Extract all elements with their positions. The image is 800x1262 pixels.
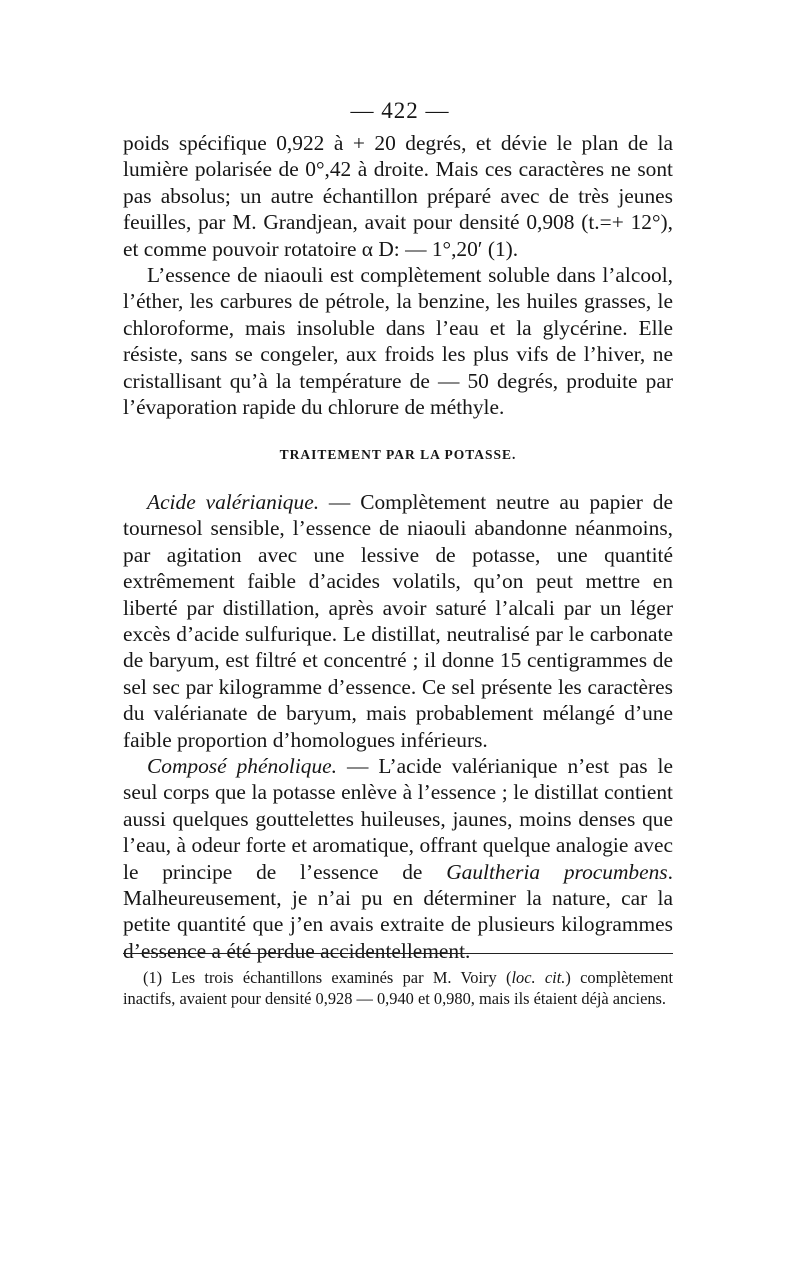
paragraph-text: L’essence de niaouli est complètement soluble dans l’alcool, l’éther, les carbures de pétrole, la benzine, les huiles grasses, le chloroforme, mais insoluble dans l’eau et la glycérine. Elle résiste, sans se congeler, aux froids les plus vifs de l’hiver, ne cristallisant qu’à la température de — 50 degrés, produite par l’évaporation rapide du chlorure de méthyle. <box>123 263 673 420</box>
main-text <box>123 130 673 964</box>
paragraph-solubility <box>123 262 673 420</box>
footnote-citation: loc. cit. <box>511 968 566 987</box>
section-heading: TRAITEMENT PAR LA POTASSE. <box>279 447 517 463</box>
paragraph-phenolic-compound <box>123 753 673 964</box>
paragraph-text: . Malheureusement, je n’ai pu en déterminer la nature, car la petite quantité que j’en avais extraite de plusieurs kilogrammes d’essence a été perdue accidentellement. <box>123 859 673 963</box>
footnotes <box>123 967 673 1009</box>
paragraph-valerianic-acid <box>123 489 673 753</box>
paragraph-text: poids spécifique 0,922 à + 20 degrés, et dévie le plan de la lumière polarisée de 0°,42 à droite. Mais ces caractères ne sont pas absolus; un autre échantillon préparé avec de très jeunes feuilles, par M. Grandjean, avait pour densité 0,908 (t.=+ 12°), et comme pouvoir rotatoire α D: — 1°,20′ (1). <box>123 131 673 261</box>
paragraph-continuation <box>123 130 673 262</box>
species-name: Gaultheria procumbens <box>446 859 668 884</box>
paragraph-lead-title: Acide valérianique. <box>147 489 320 514</box>
footnote-1 <box>123 967 673 1009</box>
footnote-text: ) complètement inactifs, avaient pour densité 0,928 — 0,940 et 0,980, mais ils étaient déjà anciens. <box>123 968 673 1008</box>
paragraph-lead-title: Composé phénolique. <box>147 753 338 778</box>
paragraph-text: — Complètement neutre au papier de tournesol sensible, l’essence de niaouli abandonne néanmoins, par agitation avec une lessive de potasse, une quantité extrêmement faible d’acides volatils, qu’on peut mettre en liberté par distillation, après avoir saturé l’alcali par un léger excès d’acide sulfurique. Le distillat, neutralisé par le carbonate de baryum, est filtré et concentré ; il donne 15 centigrammes de sel sec par kilogramme d’essence. Ce sel présente les caractères du valérianate de baryum, mais probablement mélangé d’une faible proportion d’homologues inférieurs. <box>123 489 673 752</box>
footnote-text: (1) Les trois échantillons examinés par M. Voiry ( <box>143 968 512 987</box>
footnote-divider <box>123 953 673 954</box>
page-number: — 422 — <box>350 98 450 123</box>
paragraph-text: — L’acide valérianique n’est pas le seul corps que la potasse enlève à l’essence ; le distillat contient aussi quelques gouttelettes huileuses, jaunes, moins denses que l’eau, à odeur forte et aromatique, offrant quelque analogie avec le principe de l’essence de <box>123 753 673 884</box>
